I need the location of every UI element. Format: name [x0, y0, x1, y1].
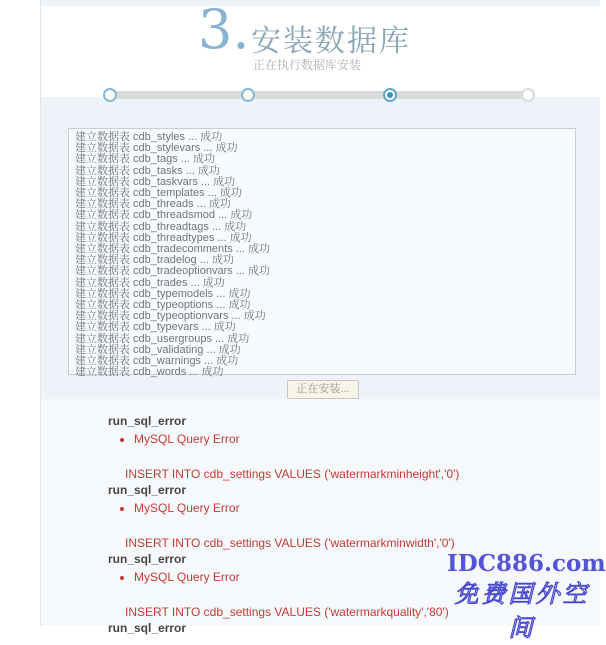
- progress-dot-icon: [387, 92, 393, 98]
- log-line: 建立数据表 cdb_typevars ... 成功: [75, 321, 236, 334]
- error-sql: INSERT INTO cdb_settings VALUES ('watermarkminwidth','0'): [125, 536, 455, 550]
- log-line: 建立数据表 cdb_stylevars ... 成功: [75, 142, 238, 155]
- error-list: [108, 500, 600, 516]
- watermark-domain: IDC886.com: [447, 550, 606, 577]
- log-line: 建立数据表 cdb_threadtags ... 成功: [75, 220, 247, 233]
- error-block: [108, 550, 606, 620]
- log-line: 建立数据表 cdb_trades ... 成功: [75, 276, 225, 289]
- error-item: • MySQL Query Error: [134, 431, 600, 447]
- progress-step: [383, 88, 397, 102]
- progress-step: [103, 88, 117, 102]
- log-line: 建立数据表 cdb_taskvars ... 成功: [75, 175, 236, 188]
- log-line: 建立数据表 cdb_tasks ... 成功: [75, 164, 220, 177]
- log-line: 建立数据表 cdb_threadtypes ... 成功: [75, 231, 252, 244]
- error-sql: INSERT INTO cdb_settings VALUES ('watermarkquality','80'): [125, 605, 449, 619]
- error-list: [108, 431, 600, 447]
- left-gutter: [0, 0, 41, 626]
- error-title: run_sql_error: [108, 621, 187, 635]
- install-band: [41, 97, 600, 399]
- log-line: 建立数据表 cdb_warnings ... 成功: [75, 355, 239, 368]
- log-line: 建立数据表 cdb_styles ... 成功: [75, 131, 223, 143]
- error-title: run_sql_error: [108, 483, 187, 497]
- error-sql: INSERT INTO cdb_settings VALUES ('watermarkminheight','0'): [125, 467, 460, 481]
- page-title: 安装数据库: [251, 24, 411, 59]
- log-line: 建立数据表 cdb_tradeoptionvars ... 成功: [75, 265, 271, 278]
- log-line: 建立数据表 cdb_words ... 成功: [75, 366, 224, 379]
- progress-step: [241, 88, 255, 102]
- page-subtitle: 正在执行数据库安装: [253, 58, 362, 72]
- log-line: 建立数据表 cdb_templates ... 成功: [75, 187, 242, 200]
- install-log: [68, 128, 576, 379]
- log-line: 建立数据表 cdb_tradecomments ... 成功: [75, 243, 270, 256]
- log-line: 建立数据表 cdb_threadsmod ... 成功: [75, 209, 253, 222]
- progress-step: [521, 88, 535, 102]
- log-line: 建立数据表 cdb_threads ... 成功: [75, 198, 231, 211]
- error-title: run_sql_error: [108, 552, 187, 566]
- error-item: • MySQL Query Error: [134, 569, 600, 585]
- log-line: 建立数据表 cdb_typemodels ... 成功: [75, 287, 251, 300]
- log-line: 建立数据表 cdb_typeoptions ... 成功: [75, 299, 251, 312]
- step-number: 3.: [198, 0, 250, 61]
- watermark-slogan: 间: [508, 614, 536, 642]
- error-block: [108, 620, 600, 636]
- error-title: run_sql_error: [108, 414, 187, 428]
- wizard-header: [41, 0, 600, 98]
- log-line: 建立数据表 cdb_typeoptionvars ... 成功: [75, 310, 266, 323]
- error-block: [108, 413, 600, 482]
- log-line: 建立数据表 cdb_validating ... 成功: [75, 343, 241, 356]
- error-block: [108, 482, 600, 551]
- error-list: [108, 569, 600, 585]
- progress-track: [110, 91, 528, 99]
- installing-button[interactable]: 正在安装...: [287, 380, 359, 399]
- error-item: • MySQL Query Error: [134, 500, 600, 516]
- errors-section: [41, 399, 606, 635]
- log-line: 建立数据表 cdb_usergroups ... 成功: [75, 332, 250, 345]
- log-line: 建立数据表 cdb_tradelog ... 成功: [75, 254, 234, 267]
- log-line: 建立数据表 cdb_tags ... 成功: [75, 153, 215, 166]
